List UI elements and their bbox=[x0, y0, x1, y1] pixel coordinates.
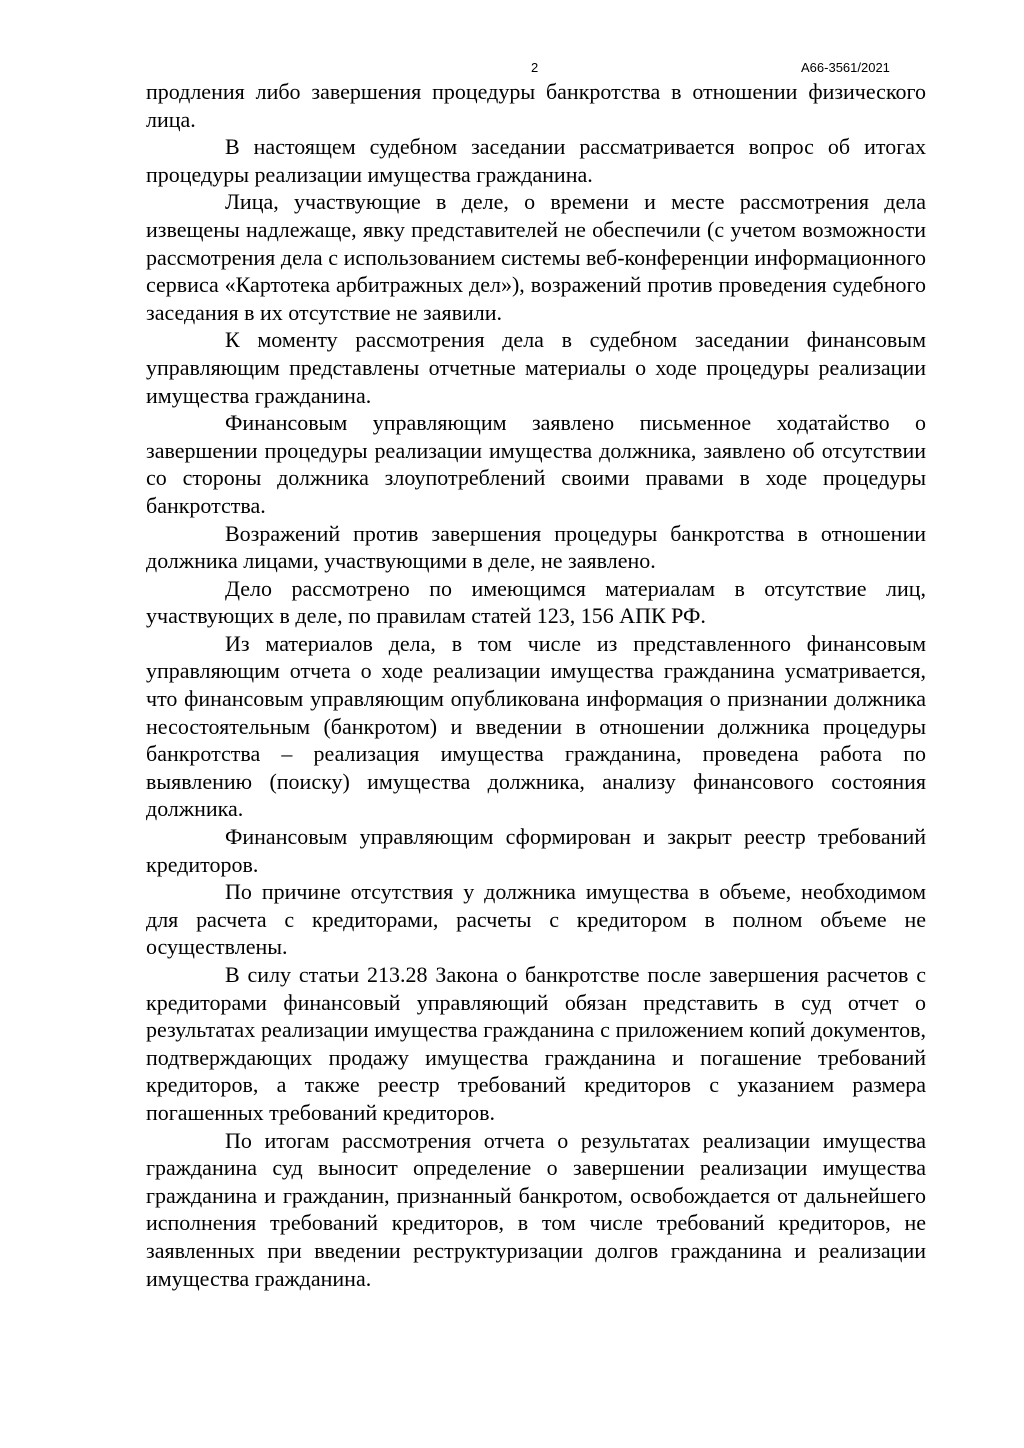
case-number: А66-3561/2021 bbox=[801, 60, 890, 75]
document-body bbox=[146, 78, 926, 1292]
paragraph-2: В настоящем судебном заседании рассматривается вопрос об итогах процедуры реализации имущества гражданина. bbox=[146, 134, 926, 187]
paragraph-4: К моменту рассмотрения дела в судебном заседании финансовым управляющим представлены отчетные материалы о ходе процедуры реализации имущества гражданина. bbox=[146, 327, 926, 408]
paragraph-6: Возражений против завершения процедуры банкротства в отношении должника лицами, участвующими в деле, не заявлено. bbox=[146, 520, 926, 574]
paragraph-8: Из материалов дела, в том числе из представленного финансовым управляющим отчета о ходе реализации имущества гражданина усматривается, что финансовым управляющим опубликована информация о признании должника несостоятельным (банкротом) и введении в отношении должника процедуры банкротства – реализация имущества гражданина, проведена работа по выявлению (поиску) имущества должника, анализу финансового состояния должника. bbox=[146, 630, 926, 822]
paragraph-1: продления либо завершения процедуры банкротства в отношении физического лица. bbox=[146, 79, 926, 132]
paragraph-11: В силу статьи 213.28 Закона о банкротстве после завершения расчетов с кредиторами финансовый управляющий обязан представить в суд отчет о результатах реализации имущества гражданина с приложением копий документов, подтверждающих продажу имущества гражданина и погашение требований кредиторов, а также реестр требований кредиторов с указанием размера погашенных требований кредиторов. bbox=[146, 962, 926, 1125]
paragraph-9: Финансовым управляющим сформирован и закрыт реестр требований кредиторов. bbox=[146, 824, 926, 877]
paragraph-7: Дело рассмотрено по имеющимся материалам в отсутствие лиц, участвующих в деле, по правилам статей 123, 156 АПК РФ. bbox=[146, 575, 926, 629]
paragraph-3: Лица, участвующие в деле, о времени и месте рассмотрения дела извещены надлежаще, явку представителей не обеспечили (с учетом возможности рассмотрения дела с использованием системы веб-конференции информационного сервиса «Картотека арбитражных дел»), возражений против проведения судебного заседания в их отсутствие не заявили. bbox=[146, 189, 926, 325]
paragraph-10: По причине отсутствия у должника имущества в объеме, необходимом для расчета с кредиторами, расчеты с кредитором в полном объеме не осуществлены. bbox=[146, 879, 926, 960]
paragraph-12: По итогам рассмотрения отчета о результатах реализации имущества гражданина суд выносит определение о завершении реализации имущества гражданина и гражданин, признанный банкротом, освобождается от дальнейшего исполнения требований кредиторов, в том числе требований кредиторов, не заявленных при введении реструктуризации долгов гражданина и реализации имущества гражданина. bbox=[146, 1127, 926, 1291]
page-number: 2 bbox=[531, 60, 539, 75]
paragraph-5: Финансовым управляющим заявлено письменное ходатайство о завершении процедуры реализации имущества должника, заявлено об отсутствии со стороны должника злоупотреблений своими правами в ходе процедуры банкротства. bbox=[146, 410, 926, 518]
